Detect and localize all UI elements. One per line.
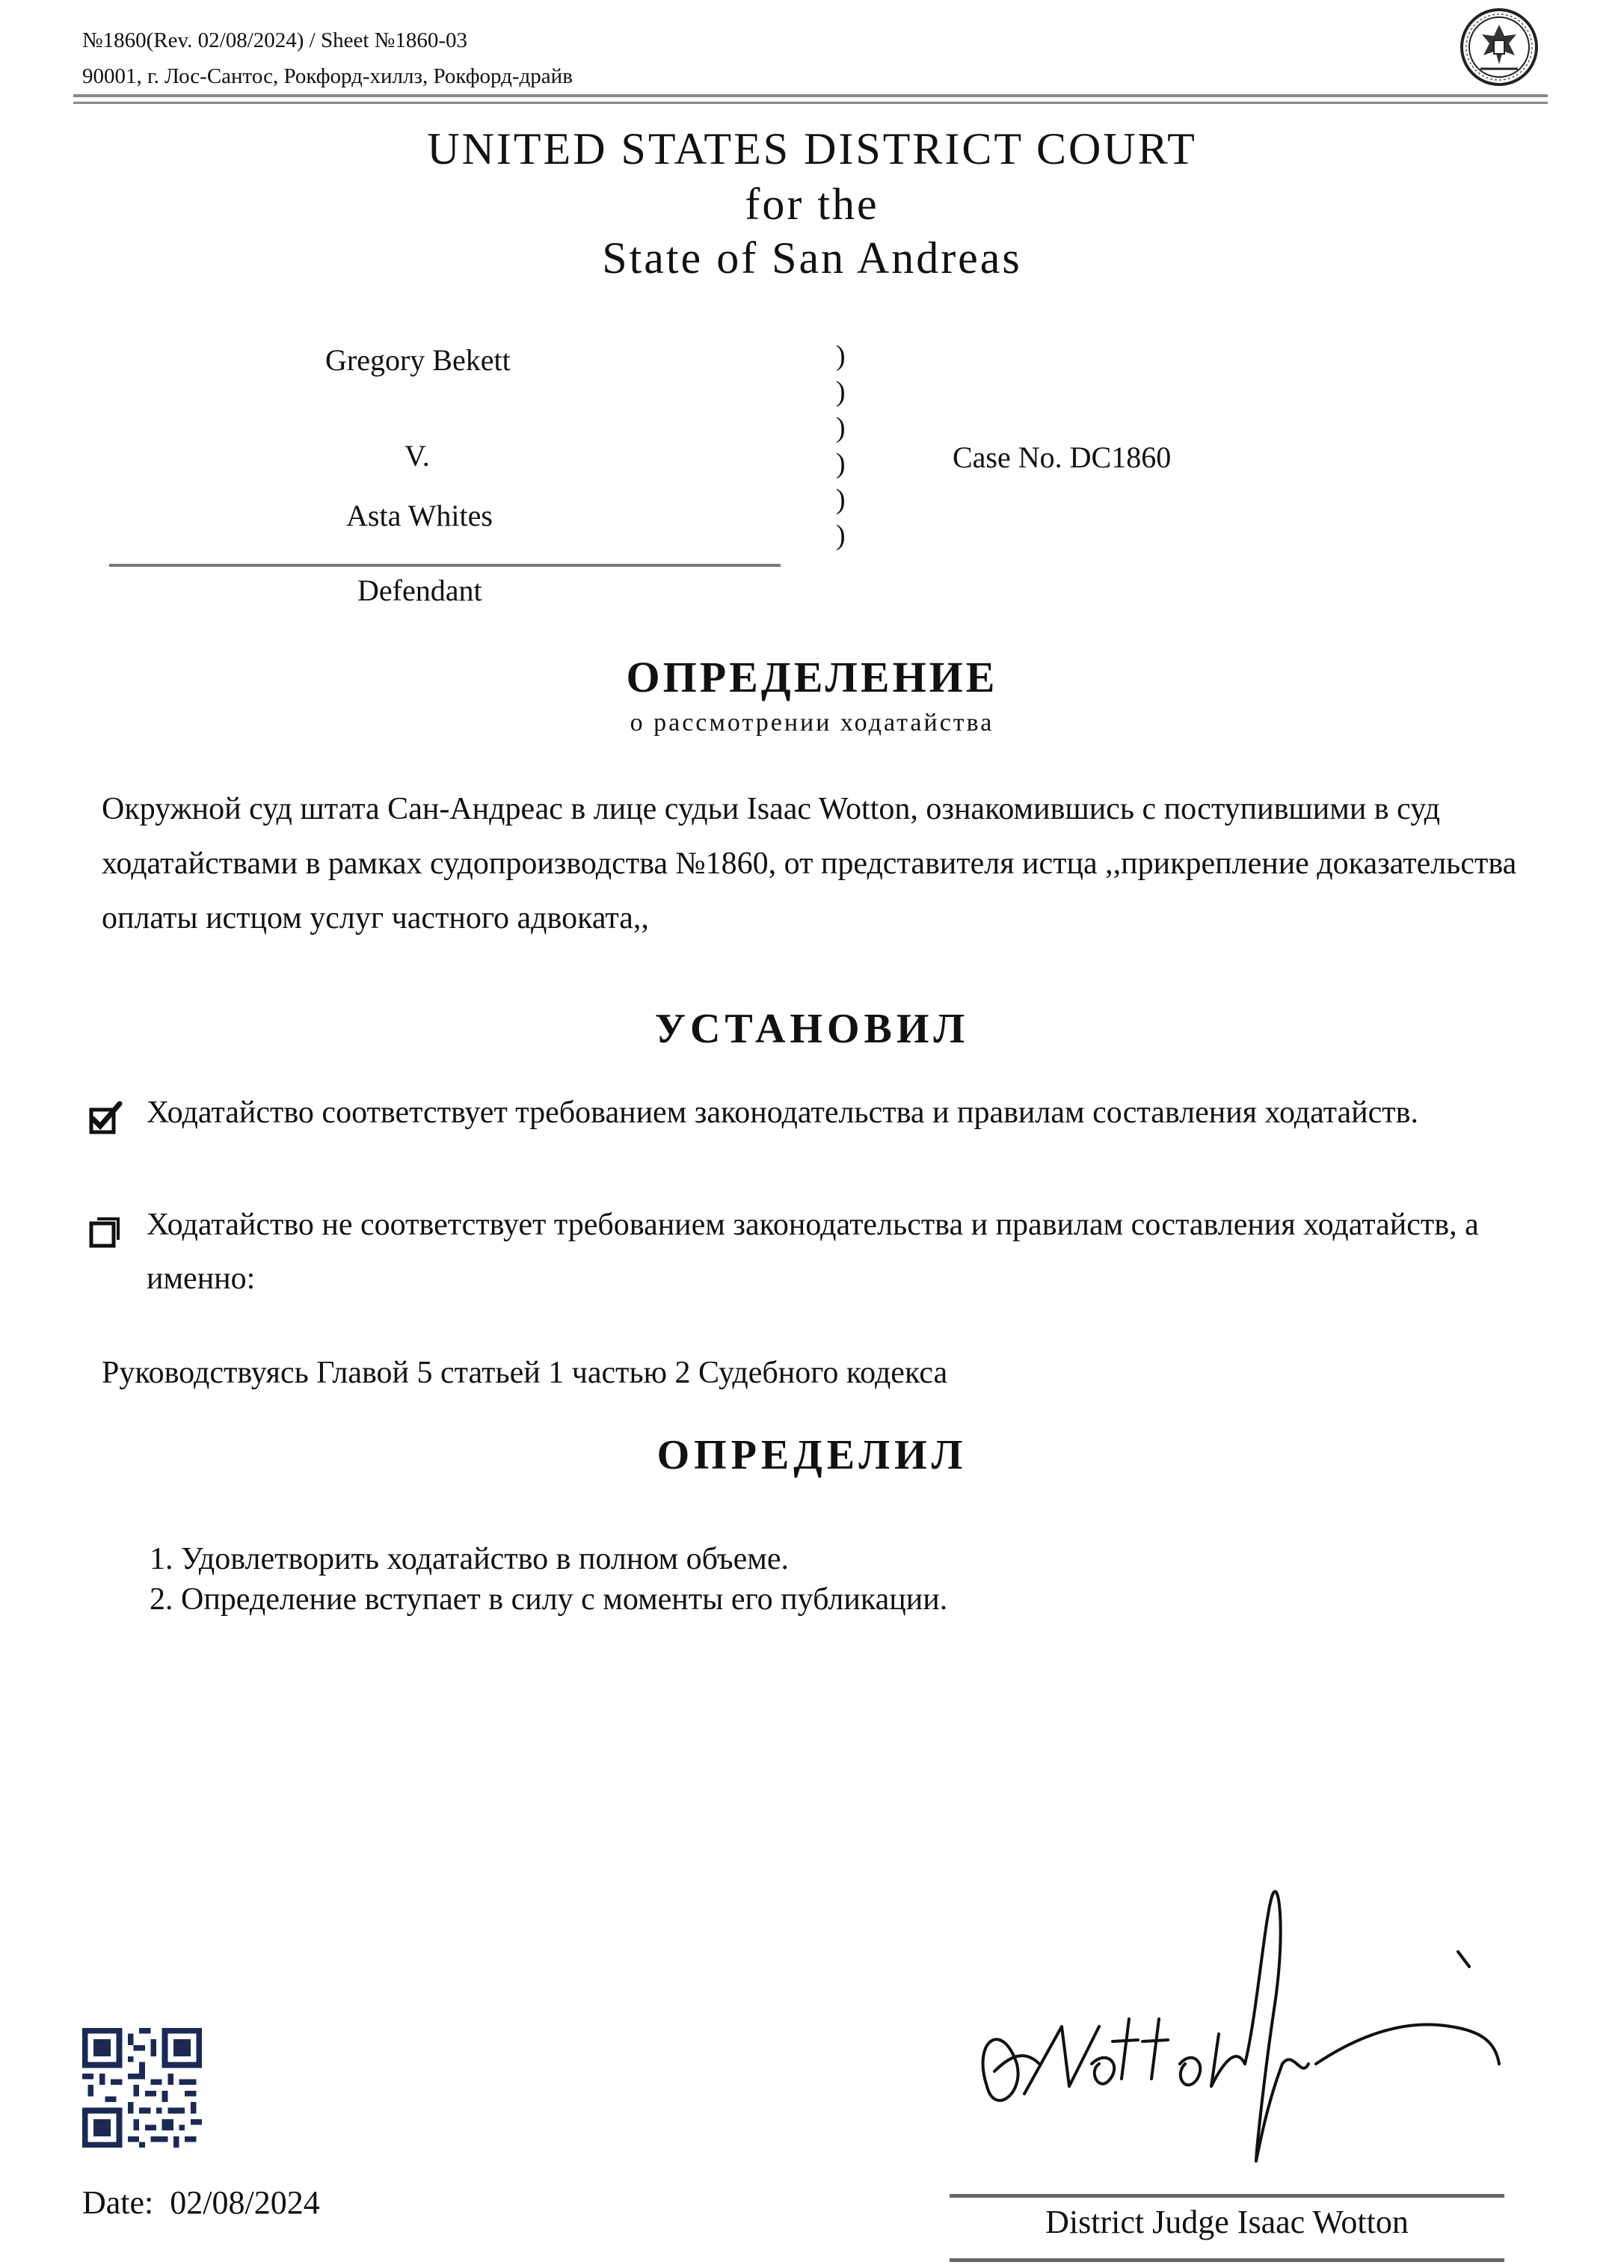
option-compliant: Ходатайство соответствует требованием законодательства и правилам составления ходатайств. [147,1095,1418,1130]
header-rule-top [73,94,1548,97]
caption-rule [109,564,781,567]
court-name: UNITED STATES DISTRICT COURT [427,124,1197,173]
date-value: 02/08/2024 [170,2184,320,2221]
caption-paren: ) [836,448,846,479]
caption-paren: ) [836,376,846,408]
court-seal-icon [1458,6,1540,88]
court-state: State of San Andreas [602,233,1022,283]
document-title: ОПРЕДЕЛЕНИЕ [626,653,998,701]
defendant-name: Asta Whites [346,499,493,532]
court-for: for the [745,179,879,229]
ruling-list [150,1539,1495,1620]
ruling-item: 1. Удовлетворить ходатайство в полном объеме. [150,1542,789,1576]
caption-paren: ) [836,412,846,443]
caption-paren: ) [836,520,846,551]
intro-paragraph: Окружной суд штата Сан-Андреас в лице судьи Isaac Wotton, ознакомившись с поступившими в суд ходатайствами в рамках судопроизводства №1860, от представителя истца ,,прикрепление доказательства оплаты истцом услуг частного адвоката,, [102,792,1517,935]
guided-by-text: Руководствуясь Главой 5 статьей 1 частью 2 Судебного кодекса [102,1356,948,1390]
court-address: 90001, г. Лос-Сантос, Рокфорд-хиллз, Рокфорд-драйв [82,64,573,88]
judge-signature [942,1840,1510,2184]
date-label: Date: [82,2184,154,2221]
form-number: №1860(Rev. 02/08/2024) / Sheet №1860-03 [82,28,467,52]
defendant-label: Defendant [357,574,482,607]
qr-code-icon [82,2028,202,2148]
plaintiff-name: Gregory Bekett [325,343,511,377]
signature-rule [950,2194,1504,2198]
ruling-heading: ОПРЕДЕЛИЛ [656,1432,968,1478]
case-number: Case No. DC1860 [953,440,1172,474]
caption-paren: ) [836,484,846,515]
date [82,2184,320,2222]
option-noncompliant: Ходатайство не соответствует требованием законодательства и правилам составления ходатайств, а именно: [147,1208,1479,1296]
judge-name: District Judge Isaac Wotton [1045,2204,1409,2240]
unchecked-checkbox-icon [88,1216,123,1250]
ruling-item: 2. Определение вступает в силу с моменты его публикации. [150,1582,948,1617]
signature-rule-bottom [950,2258,1504,2262]
established-heading: УСТАНОВИЛ [654,1006,970,1052]
versus-label: V. [405,439,430,473]
caption-paren: ) [836,340,846,372]
header-rule-bottom [73,102,1548,104]
document-subtitle: о рассмотрении ходатайства [630,709,994,737]
checked-checkbox-icon [88,1101,123,1135]
